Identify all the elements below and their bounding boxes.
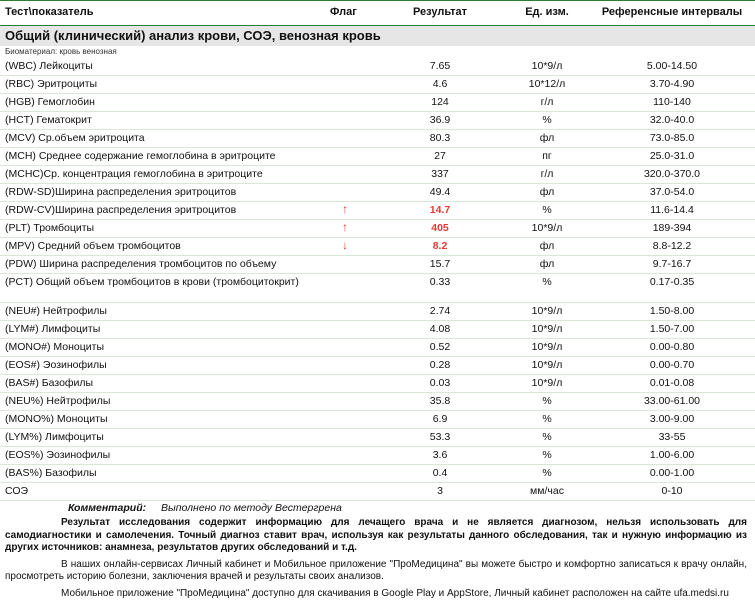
row-result: 0.52: [429, 341, 451, 353]
row-result: 0.28: [429, 359, 451, 371]
section-title: [0, 26, 755, 46]
table-row: [0, 357, 755, 375]
row-reference: 0.01-0.08: [649, 377, 695, 389]
row-reference: 110-140: [653, 96, 691, 108]
row-name: (EOS#) Эозинофилы: [5, 359, 107, 371]
online-services-text: В наших онлайн-сервисах Личный кабинет и Мобильное приложение "ПроМедицина" вы можете быстро и комфортно записаться к врачу онлайн, просмотреть историю болезни, заключения врачей и результаты своих анализов.: [5, 558, 747, 582]
row-unit: %: [542, 276, 552, 288]
header-reference: Референсные интервалы: [601, 6, 743, 18]
mobile-app-text: Мобильное приложение "ПроМедицина" доступно для скачивания в Google Play и AppStore, Личный кабинет расположен на сайте ufa.medsi.ru: [61, 587, 729, 599]
row-name: (RDW-SD)Ширина распределения эритроцитов: [5, 186, 237, 198]
row-name: (RBC) Эритроциты: [5, 78, 98, 90]
row-unit: 10*9/л: [531, 305, 563, 317]
table-row: [0, 148, 755, 166]
row-unit: 10*9/л: [531, 222, 563, 234]
row-result: 7.65: [429, 60, 451, 72]
row-name: (HCT) Гематокрит: [5, 114, 92, 126]
row-unit: г/л: [540, 96, 554, 108]
row-unit: %: [542, 431, 552, 443]
biomaterial: [0, 46, 755, 58]
header-result: Результат: [412, 6, 468, 18]
row-result: 4.08: [429, 323, 451, 335]
flag-arrow-icon: ↓: [342, 238, 348, 252]
row-unit: 10*9/л: [531, 377, 563, 389]
row-reference: 9.7-16.7: [652, 258, 692, 270]
table-row: [0, 303, 755, 321]
header-flag: Флаг: [330, 6, 357, 18]
row-reference: 0-10: [661, 485, 683, 497]
row-name: (MONO#) Моноциты: [5, 341, 104, 353]
table-row: [0, 465, 755, 483]
row-unit: фл: [539, 186, 555, 198]
table-row: [0, 321, 755, 339]
row-name: СОЭ: [5, 485, 29, 497]
table-row: [0, 375, 755, 393]
table-row: [0, 130, 755, 148]
row-name: (NEU#) Нейтрофилы: [5, 305, 107, 317]
row-unit: мм/час: [530, 485, 564, 497]
row-result: 80.3: [429, 132, 451, 144]
row-reference: 0.17-0.35: [649, 276, 695, 288]
row-result: 35.8: [429, 395, 451, 407]
table-row: [0, 393, 755, 411]
row-result: 27: [434, 150, 446, 162]
row-result: 36.9: [429, 114, 451, 126]
row-unit: %: [542, 395, 552, 407]
row-unit: %: [542, 114, 552, 126]
row-unit: 10*9/л: [531, 359, 563, 371]
table-row: [0, 58, 755, 76]
row-name: (MCV) Ср.объем эритроцита: [5, 132, 145, 144]
row-reference: 3.00-9.00: [649, 413, 695, 425]
row-unit: фл: [539, 240, 555, 252]
row-name: (MCH) Среднее содержание гемоглобина в эритроците: [5, 150, 276, 162]
table-row: [0, 339, 755, 357]
table-row: [0, 184, 755, 202]
row-unit: г/л: [540, 168, 554, 180]
row-unit: %: [542, 449, 552, 461]
row-reference: 1.50-8.00: [649, 305, 695, 317]
flag-arrow-icon: ↑: [342, 220, 348, 234]
row-name: (MONO%) Моноциты: [5, 413, 108, 425]
row-reference: 0.00-0.70: [649, 359, 695, 371]
table-row: [0, 483, 755, 501]
row-reference: 33.00-61.00: [643, 395, 701, 407]
row-reference: 3.70-4.90: [649, 78, 695, 90]
row-name: (MPV) Средний объем тромбоцитов: [5, 240, 181, 252]
row-unit: 10*9/л: [531, 60, 563, 72]
row-reference: 1.00-6.00: [649, 449, 695, 461]
table-row: [0, 256, 755, 274]
results-table: [0, 58, 755, 501]
table-row: [0, 76, 755, 94]
table-row: [0, 238, 755, 256]
row-name: (LYM%) Лимфоциты: [5, 431, 104, 443]
row-name: (LYM#) Лимфоциты: [5, 323, 101, 335]
comment: [0, 501, 755, 516]
row-result: 8.2: [432, 240, 448, 252]
table-row: [0, 220, 755, 238]
comment-text: Выполнено по методу Вестергрена: [161, 502, 342, 514]
table-row: [0, 166, 755, 184]
row-reference: 33-55: [658, 431, 686, 443]
row-result: 405: [431, 222, 449, 234]
row-reference: 73.0-85.0: [649, 132, 695, 144]
row-unit: %: [542, 204, 552, 216]
section-title-text: Общий (клинический) анализ крови, СОЭ, венозная кровь: [5, 28, 381, 43]
row-name: (BAS#) Базофилы: [5, 377, 94, 389]
row-result: 3.6: [432, 449, 448, 461]
row-name: (PCT) Общий объем тромбоцитов в крови (тромбоцитокрит): [5, 276, 299, 288]
row-result: 49.4: [429, 186, 451, 198]
row-reference: 189-394: [652, 222, 692, 234]
row-name: (HGB) Гемоглобин: [5, 96, 95, 108]
table-row: [0, 447, 755, 465]
row-reference: 5.00-14.50: [646, 60, 698, 72]
row-reference: 37.0-54.0: [649, 186, 695, 198]
row-reference: 320.0-370.0: [643, 168, 701, 180]
row-unit: 10*12/л: [528, 78, 566, 90]
row-reference: 32.0-40.0: [649, 114, 695, 126]
row-result: 3: [437, 485, 443, 497]
row-unit: фл: [539, 132, 555, 144]
row-unit: %: [542, 413, 552, 425]
row-result: 15.7: [429, 258, 451, 270]
flag-arrow-icon: ↑: [342, 202, 348, 216]
row-result: 4.6: [432, 78, 448, 90]
biomaterial-text: Биоматериал: кровь венозная: [5, 47, 117, 56]
disclaimer-text: Результат исследования содержит информацию для лечащего врача и не является диагнозом, нельзя использовать для самодиагностики и самолечения. Точный диагноз ставит врач, используя как результаты данного обследования, так и нужную информацию из других источников: анамнеза, результатов других обследований и т.д.: [5, 517, 747, 553]
header-unit: Ед. изм.: [525, 6, 569, 18]
header-test: Тест\показатель: [5, 6, 94, 18]
table-header: [0, 0, 755, 26]
row-reference: 25.0-31.0: [649, 150, 695, 162]
row-result: 53.3: [429, 431, 451, 443]
row-name: (MCHC)Ср. концентрация гемоглобина в эритроците: [5, 168, 263, 180]
row-unit: 10*9/л: [531, 323, 563, 335]
row-name: (WBC) Лейкоциты: [5, 60, 93, 72]
row-unit: фл: [539, 258, 555, 270]
row-name: (PLT) Тромбоциты: [5, 222, 95, 234]
table-row: [0, 202, 755, 220]
table-row: [0, 411, 755, 429]
row-result: 6.9: [432, 413, 448, 425]
table-row: [0, 274, 755, 303]
row-result: 337: [431, 168, 449, 180]
row-name: (EOS%) Эозинофилы: [5, 449, 111, 461]
row-result: 14.7: [429, 204, 451, 216]
row-name: (PDW) Ширина распределения тромбоцитов по объему: [5, 258, 277, 270]
row-unit: 10*9/л: [531, 341, 563, 353]
table-row: [0, 112, 755, 130]
comment-label: Комментарий:: [68, 502, 147, 514]
row-unit: пг: [542, 150, 552, 162]
row-reference: 1.50-7.00: [649, 323, 695, 335]
row-name: (BAS%) Базофилы: [5, 467, 97, 479]
row-reference: 11.6-14.4: [650, 204, 694, 216]
row-result: 0.4: [432, 467, 448, 479]
row-reference: 8.8-12.2: [652, 240, 692, 252]
row-result: 0.33: [429, 276, 451, 288]
row-result: 124: [431, 96, 449, 108]
row-unit: %: [542, 467, 552, 479]
table-row: [0, 429, 755, 447]
row-reference: 0.00-1.00: [649, 467, 695, 479]
table-row: [0, 94, 755, 112]
row-name: (NEU%) Нейтрофилы: [5, 395, 111, 407]
row-name: (RDW-CV)Ширина распределения эритроцитов: [5, 204, 237, 216]
row-reference: 0.00-0.80: [649, 341, 695, 353]
row-result: 0.03: [429, 377, 451, 389]
row-result: 2.74: [429, 305, 451, 317]
